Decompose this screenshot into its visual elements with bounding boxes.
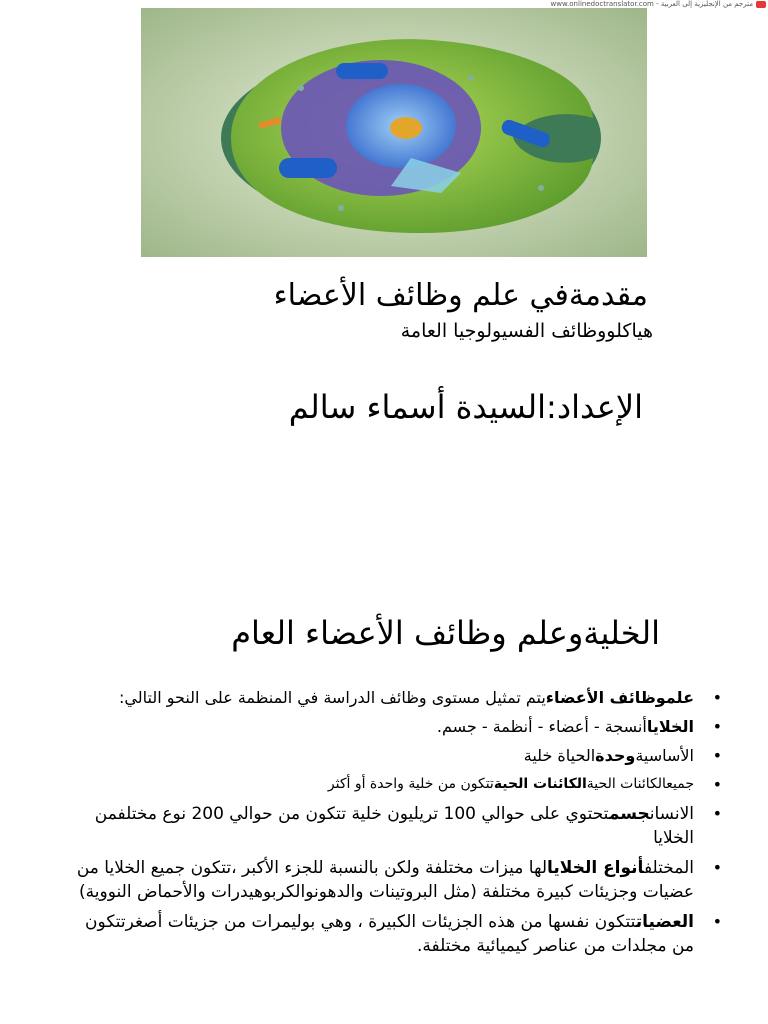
slide-subtitle: هياكلووظائف الفسيولوجيا العامة xyxy=(400,320,653,342)
bullet-bold: الكائنات الحية xyxy=(493,776,587,792)
translator-watermark xyxy=(551,0,766,8)
bullet-list xyxy=(62,686,722,964)
author-line: الإعداد:السيدة أسماء سالم xyxy=(288,388,643,426)
bullet-text: تتكون نفسها من هذه الجزيئات الكبيرة ، وهي بوليمرات من جزيئات أصغرتتكون من مجلدات من عناصر كيميائية مختلفة. xyxy=(85,912,694,956)
bullet-bold: الخلايا xyxy=(646,717,694,736)
bullet-text: الحياة خلية xyxy=(523,746,596,765)
bullet-item xyxy=(62,686,722,709)
bullet-item xyxy=(62,910,722,958)
watermark-text: www.onlinedoctranslator.com - مترجم من الإنجليزية إلى العربية xyxy=(550,0,753,8)
bullet-text: تتكون من خلية واحدة أو أكثر xyxy=(327,776,494,792)
section-title: الخليةوعلم وظائف الأعضاء العام xyxy=(231,614,660,652)
bullet-text: أنسجة - أعضاء - أنظمة - جسم. xyxy=(436,717,647,736)
bullet-bold: جسم xyxy=(608,804,650,824)
bullet-bold: العضيات xyxy=(635,912,694,932)
animal-cell-illustration xyxy=(141,8,647,257)
bullet-text: لها ميزات مختلفة ولكن بالنسبة للجزء الأكبر ،تتكون جميع الخلايا من عضيات وجزيئات كبيرة مختلفة (مثل البروتينات والدهونوالكربوهيدرات والأحماض النووية) xyxy=(76,858,694,902)
bullet-text: تحتوي على حوالي 100 تريليون خلية تتكون من حوالي 200 نوع مختلفمن الخلايا xyxy=(94,804,694,848)
bullet-pre: جميعالكائنات الحية xyxy=(586,776,694,792)
bullet-pre: المختلف xyxy=(643,858,694,878)
translator-logo-icon xyxy=(756,1,766,8)
slide-title: مقدمةفي علم وظائف الأعضاء xyxy=(273,278,648,313)
bullet-pre: الأساسية xyxy=(635,746,694,765)
bullet-item xyxy=(62,773,722,796)
bullet-item xyxy=(62,744,722,767)
bullet-bold: أنواع الخلايا xyxy=(547,858,644,878)
bullet-item xyxy=(62,715,722,738)
bullet-item xyxy=(62,856,722,904)
bullet-bold: وحدة xyxy=(595,746,636,765)
bullet-bold: علموظائف الأعضاء xyxy=(545,688,694,707)
bullet-item xyxy=(62,802,722,850)
bullet-text: يتم تمثيل مستوى وظائف الدراسة في المنظمة على النحو التالي: xyxy=(119,688,546,707)
bullet-pre: الانسان xyxy=(649,804,694,824)
